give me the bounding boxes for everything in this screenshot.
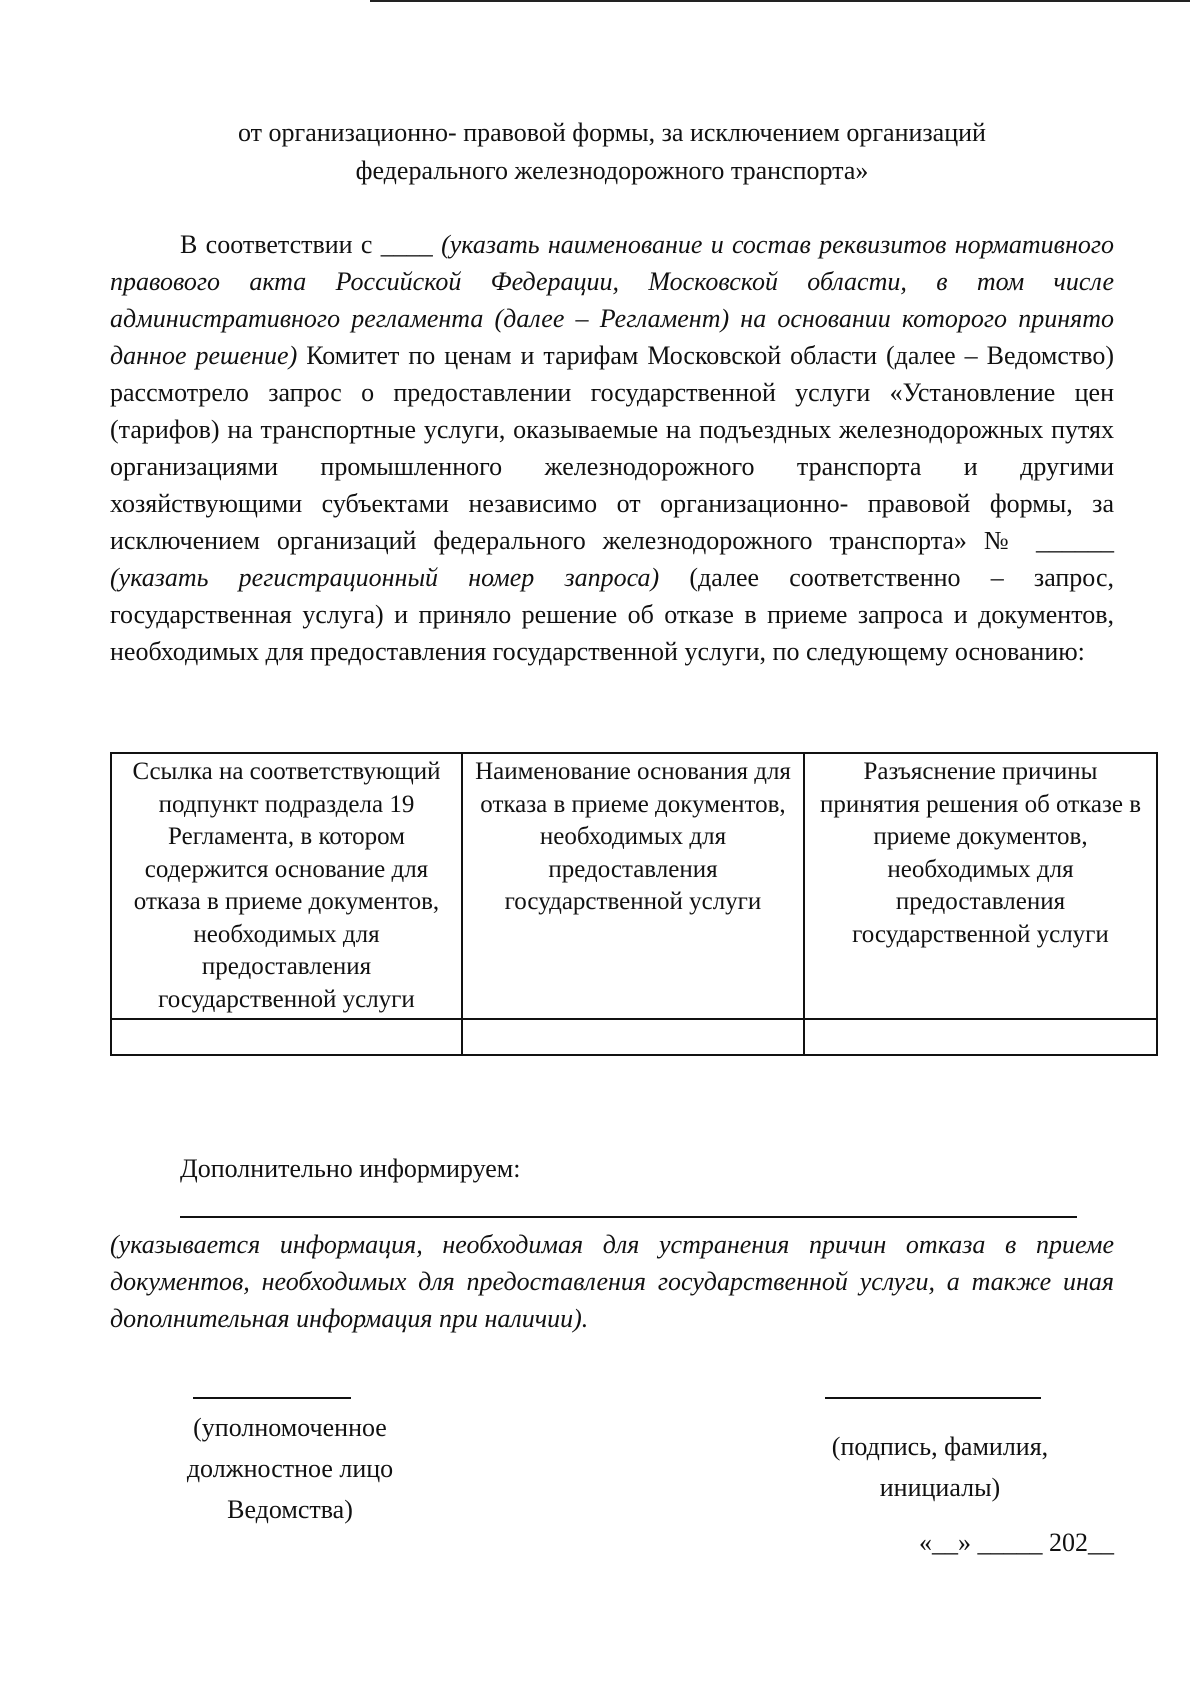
header-reason-explanation: Разъяснение причины принятия решения об отказе в приеме документов, необходимых для предоставления государственной услуги <box>804 753 1157 1019</box>
table-cell <box>804 1019 1157 1055</box>
table-header-row <box>111 753 1157 1019</box>
body-paragraph <box>110 226 1114 670</box>
official-caption: (уполномоченное должностное лицо Ведомства) <box>186 1413 394 1524</box>
body-decision-text: (далее соответственно – запрос, государственная услуга) и приняло решение об отказе в приеме запроса и документов, необходимых для предоставления государственной услуги, по следующему основанию: <box>110 563 1114 666</box>
blank-request-number: ______ <box>1036 526 1114 555</box>
signature-caption: (подпись, фамилия, инициалы) <box>831 1432 1049 1502</box>
heading-line-2: федерального железнодорожного транспорта» <box>355 156 869 185</box>
body-prefix: В соответствии с <box>180 230 381 259</box>
date-field: «__» _____ 202__ <box>919 1528 1114 1557</box>
heading-line-1: от организационно‑ правовой формы, за исключением организаций <box>238 118 986 147</box>
heading-continuation <box>110 114 1114 190</box>
body-main-text: Комитет по ценам и тарифам Московской области (далее – Ведомство) рассмотрело запрос о предоставлении государственной услуги «Установление цен (тарифов) на транспортные услуги, оказываемые на подъездных железнодорожных путях организациями промышленного железнодорожного транспорта и другими хозяйствующими субъектами независимо от организационно‑ правовой формы, за исключением организаций федерального железнодорожного транспорта» № <box>110 341 1114 555</box>
instruction-request-number: (указать регистрационный номер запроса) <box>110 563 660 592</box>
official-signature-line <box>193 1397 351 1399</box>
table-cell <box>111 1019 462 1055</box>
top-rule <box>370 0 1190 2</box>
additional-info-line <box>180 1216 1077 1218</box>
header-refusal-ground: Наименование основания для отказа в приеме документов, необходимых для предоставления государственной услуги <box>462 753 804 1019</box>
table-row <box>111 1019 1157 1055</box>
blank-act-name: ____ <box>380 230 433 259</box>
additional-info-note: (указывается информация, необходимая для устранения причин отказа в приеме документов, необходимых для предоставления государственной услуги, а также иная дополнительная информация при наличии). <box>110 1230 1114 1333</box>
table-cell <box>462 1019 804 1055</box>
instruction-act-details: (указать наименование и состав реквизитов нормативного правового акта Российской Федерации, Московской области, в том числе административного регламента (далее – Регламент) на основании которого принято данное решение) <box>110 230 1114 370</box>
signature-name-line <box>825 1397 1041 1399</box>
refusal-grounds-table <box>110 752 1142 1056</box>
header-regulation-reference: Ссылка на соответствующий подпункт подраздела 19 Регламента, в котором содержится основание для отказа в приеме документов, необходимых для предоставления государственной услуги <box>111 753 462 1019</box>
additional-info-label: Дополнительно информируем: <box>180 1154 521 1183</box>
